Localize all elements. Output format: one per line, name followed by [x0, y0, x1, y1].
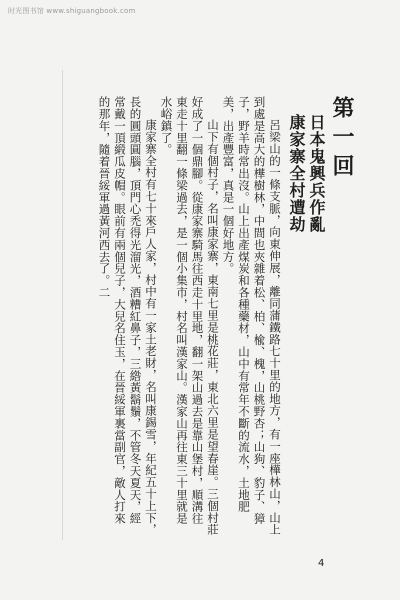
- chapter-number: 第一回: [329, 96, 354, 183]
- paragraph-3: 康家寨全村有七十來戶人家，村中有一家土老財，名叫康錫雪，年紀五十上下，長的圓頭圓腦，頂門心禿得光溜光，酒糟紅鼻子，三綹黃鬍鬚，不管冬天夏天，經常戴一頂緞瓜皮帽。眼前有兩個兒子，大兒名住玉，在晉綏軍裏當副官，敵人打來的那年，隨着晉綏軍過黃河西去了。二: [97, 96, 158, 536]
- paragraph-2: 山下有個村子，名叫康家寨，東南七里是桃花莊，東北六里是望春崖。三個村莊好成了一個鼎腳。從康家寨騎馬往西走十里地，翻一架山過去是靠山堡村，順溝往東走十里翻一條梁過去，是一個小集市，村名叫漢家山。漢家山再往東三十里就是水峪鎮了。: [159, 96, 220, 536]
- watermark: 时光图书馆 www.shiguangbook.com: [8, 7, 136, 15]
- body-text: [96, 96, 282, 536]
- page-edge-shadow: [62, 70, 63, 540]
- chapter-title-line-2: 康家寨全村遭劫: [287, 114, 306, 233]
- chapter-titles: [286, 114, 326, 233]
- chapter-heading: [286, 96, 356, 233]
- page-number: 4: [318, 558, 325, 569]
- paragraph-1: 呂梁山的一條支脈，向東伸展，離同蒲鐵路七十里的地方，有一座樺林山，山上到處是高大的樺樹林，中間也夾雜着松、柏、楡、槐，山桃野杏；山狗、豹子、獐子，野羊時常出沒。山上出產煤炭和各種藥材，山中有常年不斷的流水，土地肥美，出產豐富，真是一個好地方。: [221, 96, 282, 536]
- chapter-title-line-1: 日本鬼興兵作亂: [307, 114, 326, 233]
